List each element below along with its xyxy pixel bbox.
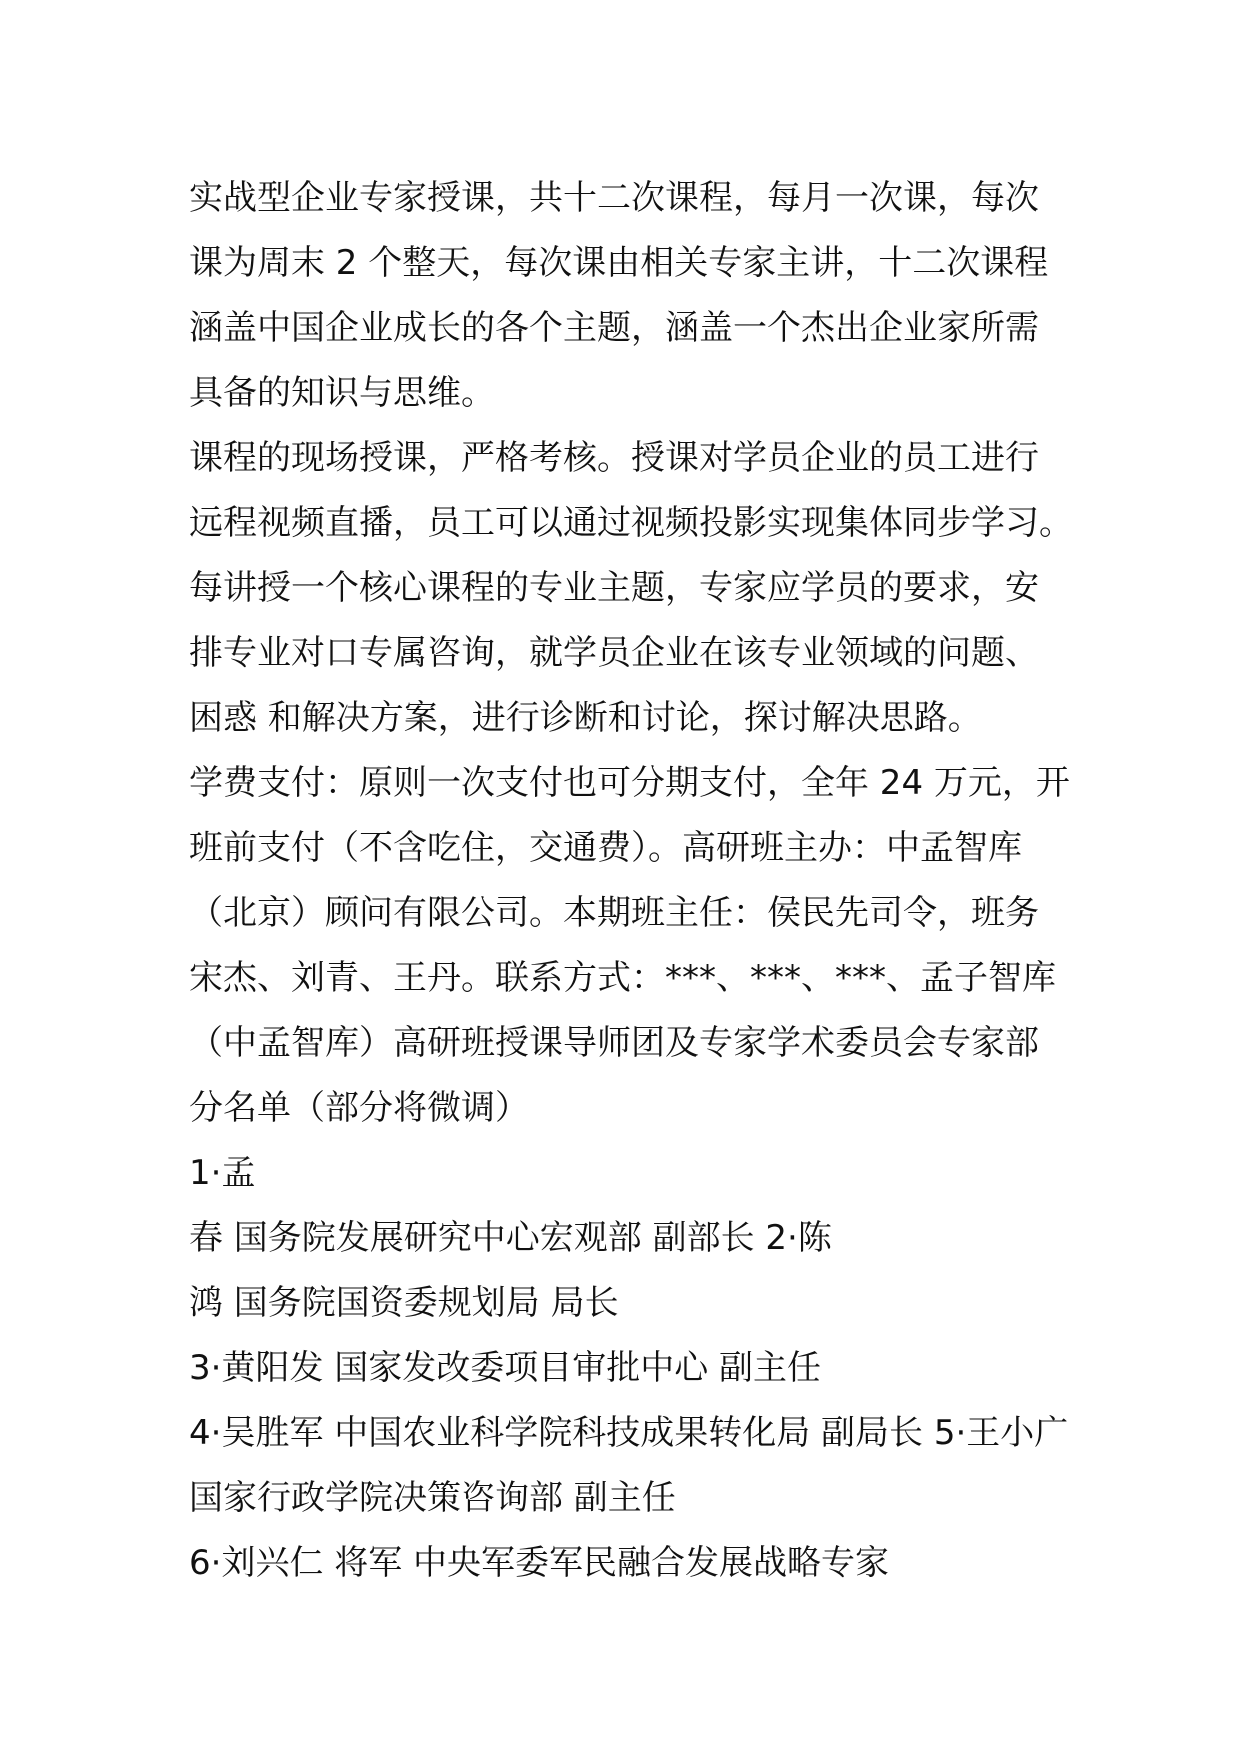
text-line: 国家行政学院决策咨询部 副主任 xyxy=(189,1478,676,1518)
text-line: 具备的知识与思维。 xyxy=(189,373,495,413)
text-line: 实战型企业专家授课，共十二次课程，每月一次课，每次 xyxy=(189,178,1039,218)
text-line: 宋杰、刘青、王丹。联系方式：***、***、***、孟子智库 xyxy=(189,958,1056,998)
text-line: 3·黄阳发 国家发改委项目审批中心 副主任 xyxy=(189,1348,822,1388)
text-line: 课为周末 2 个整天，每次课由相关专家主讲，十二次课程 xyxy=(189,243,1049,283)
text-line: 学费支付：原则一次支付也可分期支付，全年 24 万元，开 xyxy=(189,763,1070,803)
text-line: 4·吴胜军 中国农业科学院科技成果转化局 副局长 5·王小广 xyxy=(189,1413,1069,1453)
text-line: 6·刘兴仁 将军 中央军委军民融合发展战略专家 xyxy=(189,1543,890,1583)
text-line: 每讲授一个核心课程的专业主题，专家应学员的要求，安 xyxy=(189,568,1039,608)
text-line: 涵盖中国企业成长的各个主题，涵盖一个杰出企业家所需 xyxy=(189,308,1039,348)
text-line: 远程视频直播，员工可以通过视频投影实现集体同步学习。 xyxy=(189,503,1073,543)
text-line: 1·孟 xyxy=(189,1153,256,1193)
text-line: （北京）顾问有限公司。本期班主任：侯民先司令，班务 xyxy=(189,893,1039,933)
text-line: （中孟智库）高研班授课导师团及专家学术委员会专家部 xyxy=(189,1023,1039,1063)
text-line: 困惑 和解决方案，进行诊断和讨论，探讨解决思路。 xyxy=(189,698,982,738)
text-line: 春 国务院发展研究中心宏观部 副部长 2·陈 xyxy=(189,1218,832,1258)
text-line: 分名单（部分将微调） xyxy=(189,1088,529,1128)
document-body xyxy=(189,166,1073,1596)
text-line: 鸿 国务院国资委规划局 局长 xyxy=(189,1283,619,1323)
text-line: 班前支付（不含吃住，交通费）。高研班主办：中孟智库 xyxy=(189,828,1022,868)
text-line: 课程的现场授课，严格考核。授课对学员企业的员工进行 xyxy=(189,438,1039,478)
text-line: 排专业对口专属咨询，就学员企业在该专业领域的问题、 xyxy=(189,633,1039,673)
